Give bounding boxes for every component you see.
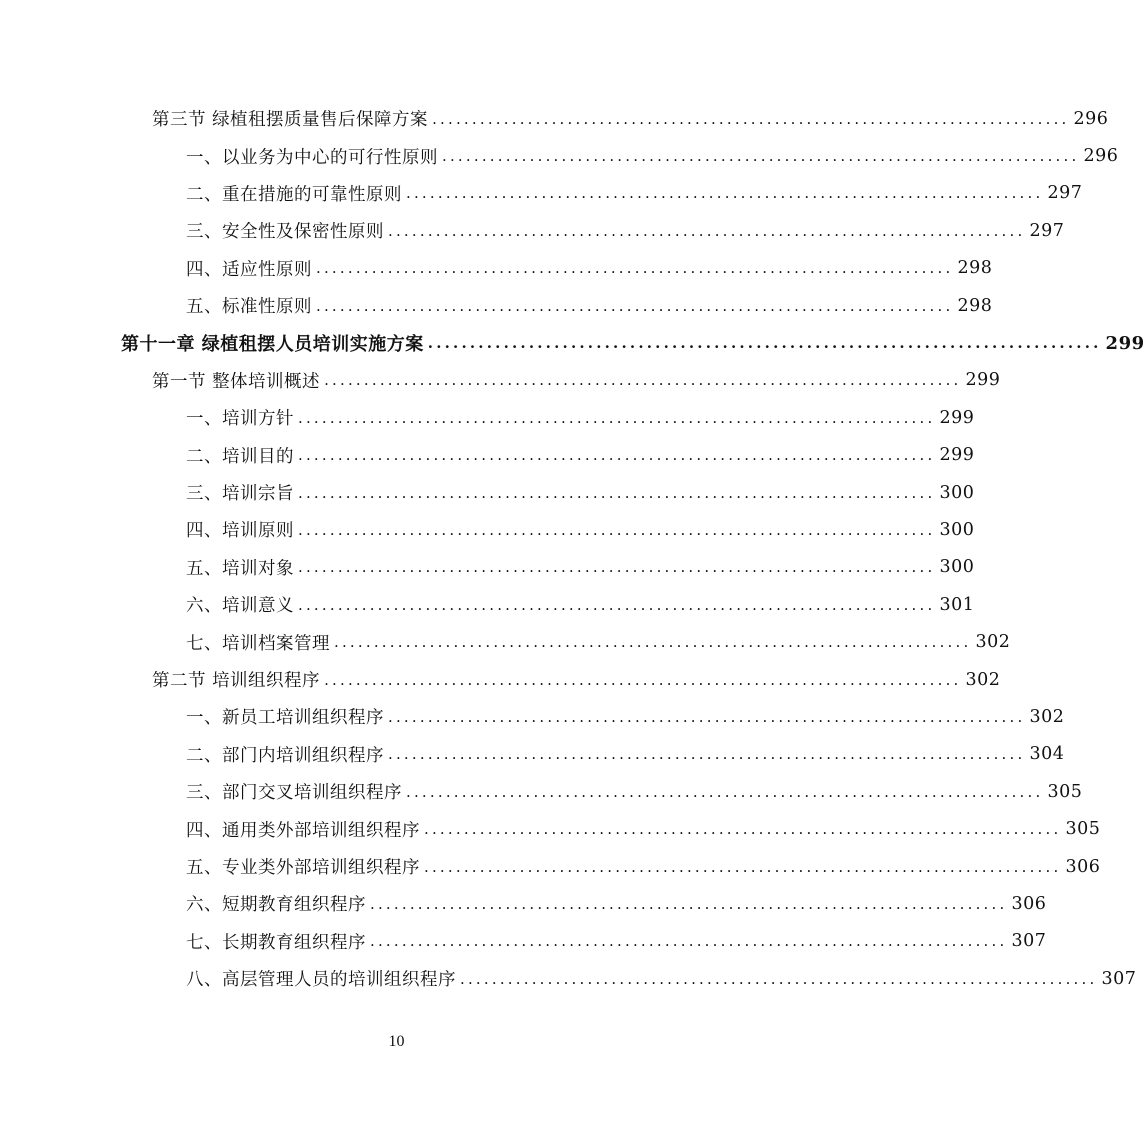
- toc-section-entry[interactable]: [0, 661, 1001, 698]
- toc-entry-page: 299: [1105, 332, 1145, 354]
- dot-leader: ................................................................................: [442, 147, 1080, 166]
- dot-leader: ................................................................................: [334, 633, 972, 652]
- toc-entry-title: 一、以业务为中心的可行性原则: [186, 147, 438, 168]
- toc-subsection-entry[interactable]: [0, 549, 975, 586]
- toc-entry-page: 307: [1101, 968, 1137, 989]
- dot-leader: ................................................................................: [324, 670, 962, 689]
- toc-entry-page: 299: [965, 370, 1001, 391]
- toc-subsection-entry[interactable]: [0, 474, 975, 511]
- dot-leader: ................................................................................: [388, 221, 1026, 240]
- toc-entry-title: 第十一章 绿植租摆人员培训实施方案: [121, 334, 424, 356]
- dot-leader: ................................................................................: [298, 520, 936, 539]
- toc-entry-page: 299: [939, 407, 975, 428]
- dot-leader: ................................................................................: [388, 707, 1026, 726]
- toc-entry-title: 五、专业类外部培训组织程序: [186, 858, 420, 878]
- toc-entry-title: 第三节 绿植租摆质量售后保障方案: [152, 110, 429, 131]
- toc-subsection-entry[interactable]: [0, 623, 1011, 660]
- toc-entry-page: 302: [1029, 706, 1065, 727]
- toc-entry-page: 302: [975, 632, 1011, 653]
- toc-subsection-entry[interactable]: [0, 287, 993, 324]
- toc-entry-page: 302: [965, 669, 1001, 690]
- toc-subsection-entry[interactable]: [0, 175, 1083, 212]
- toc-entry-page: 300: [939, 557, 975, 578]
- toc-entry-page: 297: [1047, 183, 1083, 204]
- dot-leader: ................................................................................: [406, 184, 1044, 203]
- page-number: 10: [388, 1033, 405, 1050]
- toc-entry-page: 297: [1029, 220, 1065, 241]
- toc-entry-title: 二、培训目的: [186, 446, 294, 467]
- toc-subsection-entry[interactable]: [0, 137, 1119, 174]
- toc-entry-page: 304: [1029, 744, 1065, 765]
- toc-subsection-entry[interactable]: [0, 511, 975, 548]
- dot-leader: ................................................................................: [298, 408, 936, 427]
- toc-entry-title: 四、培训原则: [186, 521, 294, 542]
- dot-leader: ................................................................................: [370, 932, 1008, 951]
- toc-entry-title: 五、标准性原则: [186, 297, 312, 318]
- toc-entry-page: 301: [939, 594, 975, 615]
- toc-entry-page: 305: [1047, 781, 1083, 802]
- toc-entry-page: 299: [939, 445, 975, 466]
- dot-leader: ................................................................................: [298, 446, 936, 465]
- toc-entry-page: 296: [1083, 146, 1119, 167]
- dot-leader: ................................................................................: [298, 558, 936, 577]
- dot-leader: ................................................................................: [370, 894, 1008, 913]
- toc-entry-title: 一、培训方针: [186, 409, 294, 430]
- toc-subsection-entry[interactable]: [0, 885, 1047, 922]
- toc-subsection-entry[interactable]: [0, 810, 1101, 847]
- toc-entry-page: 307: [1011, 931, 1047, 952]
- toc-entry-title: 第一节 整体培训概述: [152, 371, 321, 392]
- dot-leader: ................................................................................: [460, 969, 1098, 988]
- toc-entry-title: 四、适应性原则: [186, 259, 312, 280]
- dot-leader: ................................................................................: [316, 296, 954, 315]
- dot-leader: ................................................................................: [406, 782, 1044, 801]
- dot-leader: ................................................................................: [298, 483, 936, 502]
- toc-entry-title: 四、通用类外部培训组织程序: [186, 820, 420, 841]
- toc-entry-title: 六、培训意义: [186, 596, 294, 617]
- dot-leader: ................................................................................: [298, 595, 936, 614]
- toc-entry-page: 300: [939, 519, 975, 540]
- dot-leader: ................................................................................: [427, 334, 1102, 353]
- toc-entry-title: 五、培训对象: [186, 558, 294, 579]
- toc-subsection-entry[interactable]: [0, 960, 1137, 997]
- toc-entry-title: 一、新员工培训组织程序: [186, 708, 384, 729]
- toc-entry-page: 300: [939, 482, 975, 503]
- dot-leader: ................................................................................: [432, 109, 1070, 128]
- toc-entry-page: 305: [1065, 819, 1101, 840]
- toc-entry-page: 298: [957, 258, 993, 279]
- toc-subsection-entry[interactable]: [0, 736, 1065, 773]
- toc-entry-title: 二、重在措施的可靠性原则: [186, 184, 402, 205]
- toc-subsection-entry[interactable]: [0, 773, 1083, 810]
- toc-entry-title: 二、部门内培训组织程序: [186, 745, 384, 766]
- toc-entry-page: 306: [1011, 893, 1047, 914]
- toc-subsection-entry[interactable]: [0, 848, 1101, 885]
- dot-leader: ................................................................................: [316, 259, 954, 278]
- dot-leader: ................................................................................: [388, 745, 1026, 764]
- toc-entry-title: 七、培训档案管理: [186, 633, 330, 654]
- toc-entry-title: 七、长期教育组织程序: [186, 932, 366, 953]
- toc-entry-page: 296: [1073, 108, 1109, 129]
- toc-entry-title: 三、培训宗旨: [186, 484, 294, 505]
- toc-entry-title: 第二节 培训组织程序: [152, 671, 321, 692]
- toc-subsection-entry[interactable]: [0, 586, 975, 623]
- toc-entry-title: 三、安全性及保密性原则: [186, 222, 384, 243]
- toc-entry-title: 八、高层管理人员的培训组织程序: [186, 970, 456, 991]
- toc-subsection-entry[interactable]: [0, 399, 975, 436]
- toc-subsection-entry[interactable]: [0, 698, 1065, 735]
- dot-leader: ................................................................................: [424, 857, 1062, 876]
- toc-section-entry[interactable]: [0, 100, 1109, 137]
- toc-section-entry[interactable]: [0, 362, 1001, 399]
- toc-entry-title: 三、部门交叉培训组织程序: [186, 783, 402, 804]
- toc-subsection-entry[interactable]: [0, 250, 993, 287]
- toc-subsection-entry[interactable]: [0, 437, 975, 474]
- toc-entry-page: 298: [957, 295, 993, 316]
- toc-entry-page: 306: [1065, 856, 1101, 877]
- toc-subsection-entry[interactable]: [0, 923, 1047, 960]
- toc-entry-title: 六、短期教育组织程序: [186, 895, 366, 916]
- toc-subsection-entry[interactable]: [0, 212, 1065, 249]
- toc-chapter-entry[interactable]: [0, 324, 1145, 361]
- dot-leader: ................................................................................: [424, 820, 1062, 839]
- table-of-contents: [0, 100, 1145, 997]
- dot-leader: ................................................................................: [324, 371, 962, 390]
